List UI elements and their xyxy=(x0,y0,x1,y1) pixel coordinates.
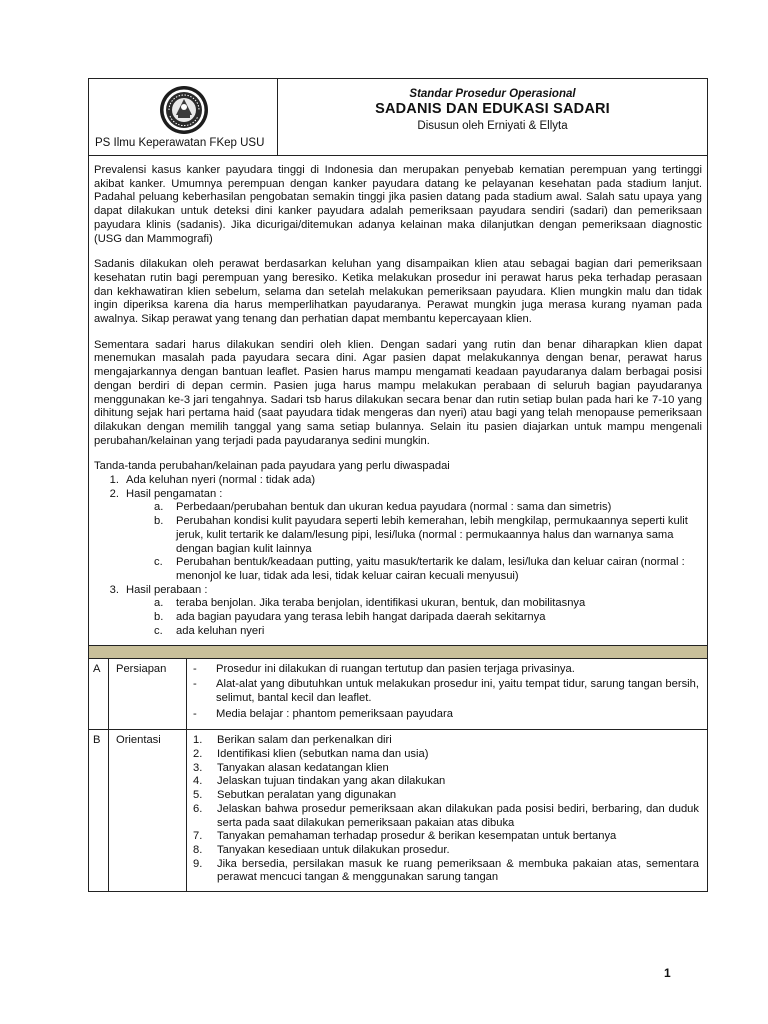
warning-sign-subtext: Perbedaan/perubahan bentuk dan ukuran kedua payudara (normal : sama dan simetris) xyxy=(176,501,612,514)
procedure-step-text: Tanyakan alasan kedatangan klien xyxy=(217,761,389,774)
sublist-letter: c. xyxy=(154,556,163,569)
university-seal-icon xyxy=(159,85,209,135)
step-number: 9. xyxy=(193,857,203,870)
procedure-step-text: Jika bersedia, persilakan masuk ke ruang pemeriksaan & membuka pakaian atas, sementara perawat mencuci tangan & menggunakan sarung tangan xyxy=(217,857,699,884)
procedure-step-text: Tanyakan kesediaan untuk dilakukan prosedur. xyxy=(217,843,450,856)
procedure-step-text: Identifikasi klien (sebutkan nama dan usia) xyxy=(217,748,429,761)
procedure-step-text: Alat-alat yang dibutuhkan untuk melakukan prosedur ini, yaitu tempat tidur, sarung tangan bersih, selimut, bantal kecil dan leaflet. xyxy=(216,678,699,704)
procedure-step xyxy=(193,678,699,705)
list-number: 1. xyxy=(109,474,119,487)
procedure-step xyxy=(193,844,699,858)
procedure-step-text: Jelaskan tujuan tindakan yang akan dilakukan xyxy=(217,775,446,788)
procedure-step xyxy=(193,803,699,830)
warning-signs-title: Tanda-tanda perubahan/kelainan pada payudara yang perlu diwaspadai xyxy=(94,460,450,473)
list-number: 2. xyxy=(109,487,119,500)
warning-sign-item xyxy=(94,474,702,488)
procedure-step-text: Berikan salam dan perkenalkan diri xyxy=(217,734,392,747)
step-number: 7. xyxy=(193,830,203,843)
step-number: 1. xyxy=(193,734,203,747)
procedure-step-text: Sebutkan peralatan yang digunakan xyxy=(217,789,397,802)
intro-paragraph-3: Sementara sadari harus dilakukan sendiri oleh klien. Dengan sadari yang rutin dan benar diharapkan klien dapat menemukan masalah pada payudara secara dini. Agar pasien dapat melakukannya dengan benar, perawat harus mengajarkannya dengan bantuan leaflet. Pasien harus mampu mengamati keadaan payudaranya dalam berbagai posisi dengan berdiri di depan cermin. Pasien juga harus mampu melakukan perabaan di seluruh bagian payudaranya menggunakan ke-3 jari tengahnya. Sadari tsb harus dilakukan secara benar dan rutin setiap bulan pada hari ke 7-10 yang dihitung sejak hari pertama haid (saat payudara tidak mengeras dan nyeri) atau bagi yang telah menopause pemeriksaan dilakukan dengan memilih tanggal yang sama setiap bulannya. Selain itu pasien diajarkan untuk mampu mengenali perubahan/kelainan yang terjadi pada payudaranya sedini mungkin. xyxy=(94,338,702,447)
procedure-step-list xyxy=(193,663,699,722)
step-number: 2. xyxy=(193,748,203,761)
warning-sign-subtext: ada keluhan nyeri xyxy=(176,624,265,637)
dash-marker: - xyxy=(193,678,197,691)
intro-paragraph-1: Prevalensi kasus kanker payudara tinggi di Indonesia dan merupakan penyebab kematian perempuan yang tertinggi akibat kanker. Umumnya perempuan dengan kanker payudara datang ke pelayanan kesehatan pada stadium lanjut. Padahal peluang keberhasilan pengobatan semakin tinggi jika pasien datang pada stadium awal. Salah satu upaya yang dapat dilakukan untuk deteksi dini kanker payudara adalah pemeriksaan payudara sendiri (sadari) dan pemeriksaan payudara klinis (sadanis). Jika dicurigai/ditemukan adanya kelainan maka dilanjutkan dengan pemeriksaan diagnostic (USG dan Mammografi) xyxy=(94,164,702,245)
header-title-cell xyxy=(278,79,707,155)
step-number: 6. xyxy=(193,802,203,815)
step-number: 3. xyxy=(193,761,203,774)
warning-sign-subtext: Perubahan bentuk/keadaan putting, yaitu masuk/tertarik ke dalam, lesi/luka dan keluar cairan (normal : menonjol ke luar, tidak ada lesi, tidak keluar cairan kecuali menyusui) xyxy=(176,556,685,582)
warning-sign-sublist xyxy=(126,597,702,638)
warning-sign-subitem xyxy=(154,597,702,611)
procedure-phase-label: Persiapan xyxy=(109,659,187,730)
document-title: SADANIS DAN EDUKASI SADARI xyxy=(375,101,610,117)
warning-sign-text: Ada keluhan nyeri (normal : tidak ada) xyxy=(126,474,316,487)
warning-signs-list xyxy=(94,474,702,638)
procedure-step xyxy=(193,663,699,677)
institution-name: PS Ilmu Keperawatan FKep USU xyxy=(95,137,265,149)
step-number: 4. xyxy=(193,775,203,788)
sublist-letter: b. xyxy=(154,515,164,528)
procedure-step-text: Media belajar : phantom pemeriksaan payudara xyxy=(216,707,453,720)
document-kind: Standar Prosedur Operasional xyxy=(409,88,576,100)
procedure-steps xyxy=(187,730,707,891)
warning-sign-subitem xyxy=(154,556,702,583)
procedure-step-text: Jelaskan bahwa prosedur pemeriksaan akan dilakukan pada posisi bediri, berbaring, dan duduk serta pada saat dilakukan pemeriksaan pakaian atas dibuka xyxy=(217,802,699,829)
procedure-step xyxy=(193,858,699,885)
procedure-row xyxy=(89,730,707,891)
warning-sign-subitem xyxy=(154,611,702,625)
intro-section xyxy=(89,156,707,646)
procedure-step xyxy=(193,762,699,776)
procedure-step xyxy=(193,830,699,844)
procedure-code: B xyxy=(89,730,109,891)
warning-sign-sublist xyxy=(126,501,702,583)
procedure-table xyxy=(89,659,707,892)
section-divider-band xyxy=(89,646,707,659)
step-number: 8. xyxy=(193,843,203,856)
sublist-letter: c. xyxy=(154,624,163,637)
warning-sign-text: Hasil perabaan : xyxy=(126,583,208,596)
warning-sign-content xyxy=(126,488,702,584)
sop-document xyxy=(88,78,708,892)
warning-sign-content xyxy=(126,474,702,488)
procedure-code: A xyxy=(89,659,109,730)
procedure-step-list xyxy=(193,734,699,885)
procedure-step xyxy=(193,748,699,762)
sublist-letter: a. xyxy=(154,597,164,610)
warning-sign-subitem xyxy=(154,515,702,556)
warning-sign-subitem xyxy=(154,501,702,515)
warning-sign-subtext: Perubahan kondisi kulit payudara seperti lebih kemerahan, lebih mengkilap, permukaannya seperti kulit jeruk, kulit tertarik ke dalam/lesung pipi, lesi/luka (normal : permukaannya halus dan warnanya sama dengan bagian kulit lainnya xyxy=(176,515,688,555)
warning-sign-subtext: ada bagian payudara yang terasa lebih hangat daripada daerah sekitarnya xyxy=(176,611,546,624)
warning-sign-subitem xyxy=(154,625,702,639)
sublist-letter: a. xyxy=(154,501,164,514)
warning-sign-content xyxy=(126,584,702,639)
procedure-step xyxy=(193,708,699,722)
procedure-step xyxy=(193,775,699,789)
intro-paragraph-2: Sadanis dilakukan oleh perawat berdasarkan keluhan yang disampaikan klien atau sebagai bagian dari pemeriksaan kesehatan rutin bagi perempuan yang beresiko. Ketika melakukan prosedur ini perawat harus peka terhadap perasaan dan kekhawatiran klien sebelum, selama dan setelah melakukan pemeriksaan payudara. Klien mungkin malu dan tidak ingin diperiksa karena dia harus memperlihatkan payudaranya. Perawat mungkin juga merasa kurang nyaman pada awalnya. Sikap perawat yang tenang dan perhatian dapat membantu kepercayaan klien. xyxy=(94,258,702,326)
warning-sign-text: Hasil pengamatan : xyxy=(126,487,223,500)
procedure-step-text: Tanyakan pemahaman terhadap prosedur & berikan kesempatan untuk bertanya xyxy=(217,830,617,843)
dash-marker: - xyxy=(193,662,197,675)
procedure-row xyxy=(89,659,707,731)
warning-sign-item xyxy=(94,488,702,584)
header-left-cell xyxy=(89,79,278,155)
document-authors: Disusun oleh Erniyati & Ellyta xyxy=(417,120,568,132)
procedure-step xyxy=(193,734,699,748)
procedure-step-text: Prosedur ini dilakukan di ruangan tertutup dan pasien terjaga privasinya. xyxy=(216,662,575,675)
list-number: 3. xyxy=(109,583,119,596)
sublist-letter: b. xyxy=(154,611,164,624)
procedure-phase-label: Orientasi xyxy=(109,730,187,891)
dash-marker: - xyxy=(193,707,197,720)
procedure-steps xyxy=(187,659,707,730)
procedure-step xyxy=(193,789,699,803)
page-number: 1 xyxy=(664,966,671,980)
document-header xyxy=(89,79,707,156)
warning-sign-subtext: teraba benjolan. Jika teraba benjolan, identifikasi ukuran, bentuk, dan mobilitasnya xyxy=(176,597,586,610)
warning-sign-item xyxy=(94,584,702,639)
step-number: 5. xyxy=(193,789,203,802)
